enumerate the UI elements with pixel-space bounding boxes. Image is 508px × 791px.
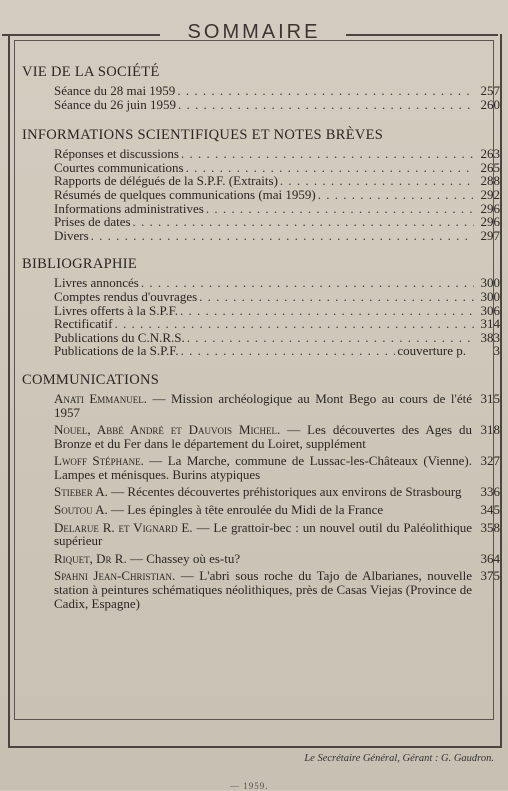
entry-page: 3 bbox=[493, 343, 500, 359]
entry-page: 327 bbox=[480, 453, 500, 469]
entry-label: Résumés de quelques communications (mai 1959) bbox=[54, 186, 316, 202]
entry-text: — Les découvertes des Ages du Bronze et du Fer dans le département du Loiret, supplément bbox=[54, 422, 472, 451]
list-item bbox=[54, 290, 500, 304]
list-item bbox=[54, 503, 500, 517]
section-title: BIBLIOGRAPHIE bbox=[22, 256, 138, 273]
list-item bbox=[54, 147, 500, 161]
list-item bbox=[54, 229, 500, 243]
list-item bbox=[54, 174, 500, 188]
entry-label: Courtes communications bbox=[54, 159, 184, 175]
list-item bbox=[54, 344, 500, 358]
section-title: COMMUNICATIONS bbox=[22, 371, 160, 388]
entry-label: Rapports de délégués de la S.P.F. (Extraits) bbox=[54, 173, 278, 189]
list-item bbox=[54, 84, 500, 98]
entry-text: — Mission archéologique au Mont Bego au cours de l'été 1957 bbox=[54, 390, 472, 420]
section-title: VIE DE LA SOCIÉTÉ bbox=[22, 64, 160, 80]
list-item bbox=[54, 552, 500, 566]
entry-page: 296 bbox=[480, 200, 500, 216]
leader-dots bbox=[178, 98, 474, 112]
entry-label: Livres annoncés bbox=[54, 275, 139, 291]
list-item bbox=[54, 485, 500, 499]
list-item bbox=[54, 521, 500, 548]
list-item bbox=[54, 215, 500, 229]
leader-dots bbox=[181, 147, 474, 161]
entry-label: Réponses et discussions bbox=[54, 146, 179, 162]
leader-dots bbox=[114, 317, 474, 331]
entry-page: 297 bbox=[480, 227, 500, 243]
entry-label: Rectificatif bbox=[54, 316, 113, 332]
entry-page: 375 bbox=[480, 568, 500, 584]
entry-note: couverture p. bbox=[397, 343, 466, 359]
entry-page: 300 bbox=[480, 275, 500, 291]
entry-text: — L'abri sous roche du Tajo de Albarianes, nouvelle station à peintures schématiques néolithiques, près de Casas Viejas (Province de Cadix, Espagne) bbox=[54, 568, 472, 611]
leader-dots bbox=[206, 202, 474, 216]
list-item bbox=[54, 188, 500, 202]
leader-dots bbox=[91, 229, 474, 243]
entry-author: Nouel, Abbé André et Dauvois Michel. bbox=[54, 422, 281, 438]
entry-author: Lwoff Stéphane. bbox=[54, 453, 144, 469]
leader-dots bbox=[187, 331, 474, 345]
section-communications bbox=[22, 372, 508, 610]
entry-author: Delarue R. et Vignard E. bbox=[54, 519, 193, 535]
page-title: SOMMAIRE bbox=[187, 21, 321, 43]
entry-page: 257 bbox=[480, 83, 500, 98]
entry-page: 314 bbox=[480, 316, 500, 332]
list-item bbox=[54, 276, 500, 290]
entry-author: Spahni Jean-Christian. bbox=[54, 568, 176, 584]
list-item bbox=[54, 331, 500, 345]
entry-page: 260 bbox=[480, 96, 500, 112]
entry-page: 364 bbox=[480, 550, 500, 566]
section-bibliographie bbox=[22, 256, 508, 358]
entry-label: Séance du 28 mai 1959 bbox=[54, 83, 176, 98]
entry-page: 288 bbox=[480, 173, 500, 189]
list-item bbox=[54, 304, 500, 318]
entry-page: 296 bbox=[480, 214, 500, 230]
leader-dots bbox=[177, 84, 474, 98]
entry-page: 306 bbox=[480, 302, 500, 318]
bottom-imprint: — 1959. bbox=[230, 781, 269, 791]
table-of-contents bbox=[0, 64, 508, 614]
list-item bbox=[54, 202, 500, 216]
entry-text: — Chassey où es-tu? bbox=[126, 550, 241, 566]
section-informations bbox=[22, 127, 508, 242]
footer-signature: Le Secrétaire Général, Gérant : G. Gaudron. bbox=[304, 753, 494, 764]
entry-page: 292 bbox=[480, 186, 500, 202]
list-item bbox=[54, 317, 500, 331]
entry-page: 383 bbox=[480, 329, 500, 345]
leader-dots bbox=[141, 276, 474, 290]
entry-list bbox=[54, 147, 500, 242]
list-item bbox=[54, 161, 500, 175]
leader-dots bbox=[180, 304, 474, 318]
list-item bbox=[54, 98, 500, 112]
entry-page: 265 bbox=[480, 159, 500, 175]
entry-page: 300 bbox=[480, 288, 500, 304]
leader-dots bbox=[181, 344, 396, 358]
entry-text: — La Marche, commune de Lussac-les-Châteaux (Vienne). Lampes et ménisques. Burins atypiques bbox=[54, 453, 472, 482]
leader-dots bbox=[186, 161, 474, 175]
entry-label: Comptes rendus d'ouvrages bbox=[54, 288, 198, 304]
entry-page: 315 bbox=[480, 390, 500, 406]
leader-dots bbox=[280, 174, 474, 188]
entry-list bbox=[54, 276, 500, 358]
entry-label: Divers bbox=[54, 227, 89, 243]
entry-page: 345 bbox=[480, 502, 500, 518]
entry-author: Stieber A. bbox=[54, 484, 108, 500]
entry-text: — Récentes découvertes préhistoriques aux environs de Strasbourg bbox=[107, 484, 462, 500]
entry-text: — Les épingles à tête enroulée du Midi de la France bbox=[107, 502, 384, 518]
leader-dots bbox=[133, 215, 474, 229]
entry-author: Soutou A. bbox=[54, 502, 108, 518]
entry-page: 358 bbox=[480, 519, 500, 535]
list-item bbox=[54, 392, 500, 419]
list-item bbox=[54, 423, 500, 450]
entry-text: — Le grattoir-bec : un nouvel outil du Paléolithique supérieur bbox=[54, 519, 472, 549]
leader-dots bbox=[318, 188, 474, 202]
list-item bbox=[54, 454, 500, 481]
entry-label: Livres offerts à la S.P.F. bbox=[54, 302, 179, 318]
entry-page: 336 bbox=[480, 484, 500, 500]
entry-author: Riquet, Dr R. bbox=[54, 550, 127, 566]
leader-dots bbox=[199, 290, 474, 304]
entry-label: Publications du C.N.R.S. bbox=[54, 329, 185, 345]
entry-page: 263 bbox=[480, 146, 500, 162]
entry-label: Prises de dates bbox=[54, 214, 131, 230]
entry-label: Publications de la S.P.F. bbox=[54, 343, 179, 359]
list-item bbox=[54, 569, 500, 610]
entry-list bbox=[54, 84, 500, 111]
entry-author: Anati Emmanuel. bbox=[54, 390, 148, 406]
entry-label: Séance du 26 juin 1959 bbox=[54, 96, 177, 112]
section-vie bbox=[22, 64, 508, 111]
section-title: INFORMATIONS SCIENTIFIQUES ET NOTES BRÈVES bbox=[22, 127, 384, 144]
entry-label: Informations administratives bbox=[54, 200, 204, 216]
entry-page: 318 bbox=[480, 422, 500, 438]
